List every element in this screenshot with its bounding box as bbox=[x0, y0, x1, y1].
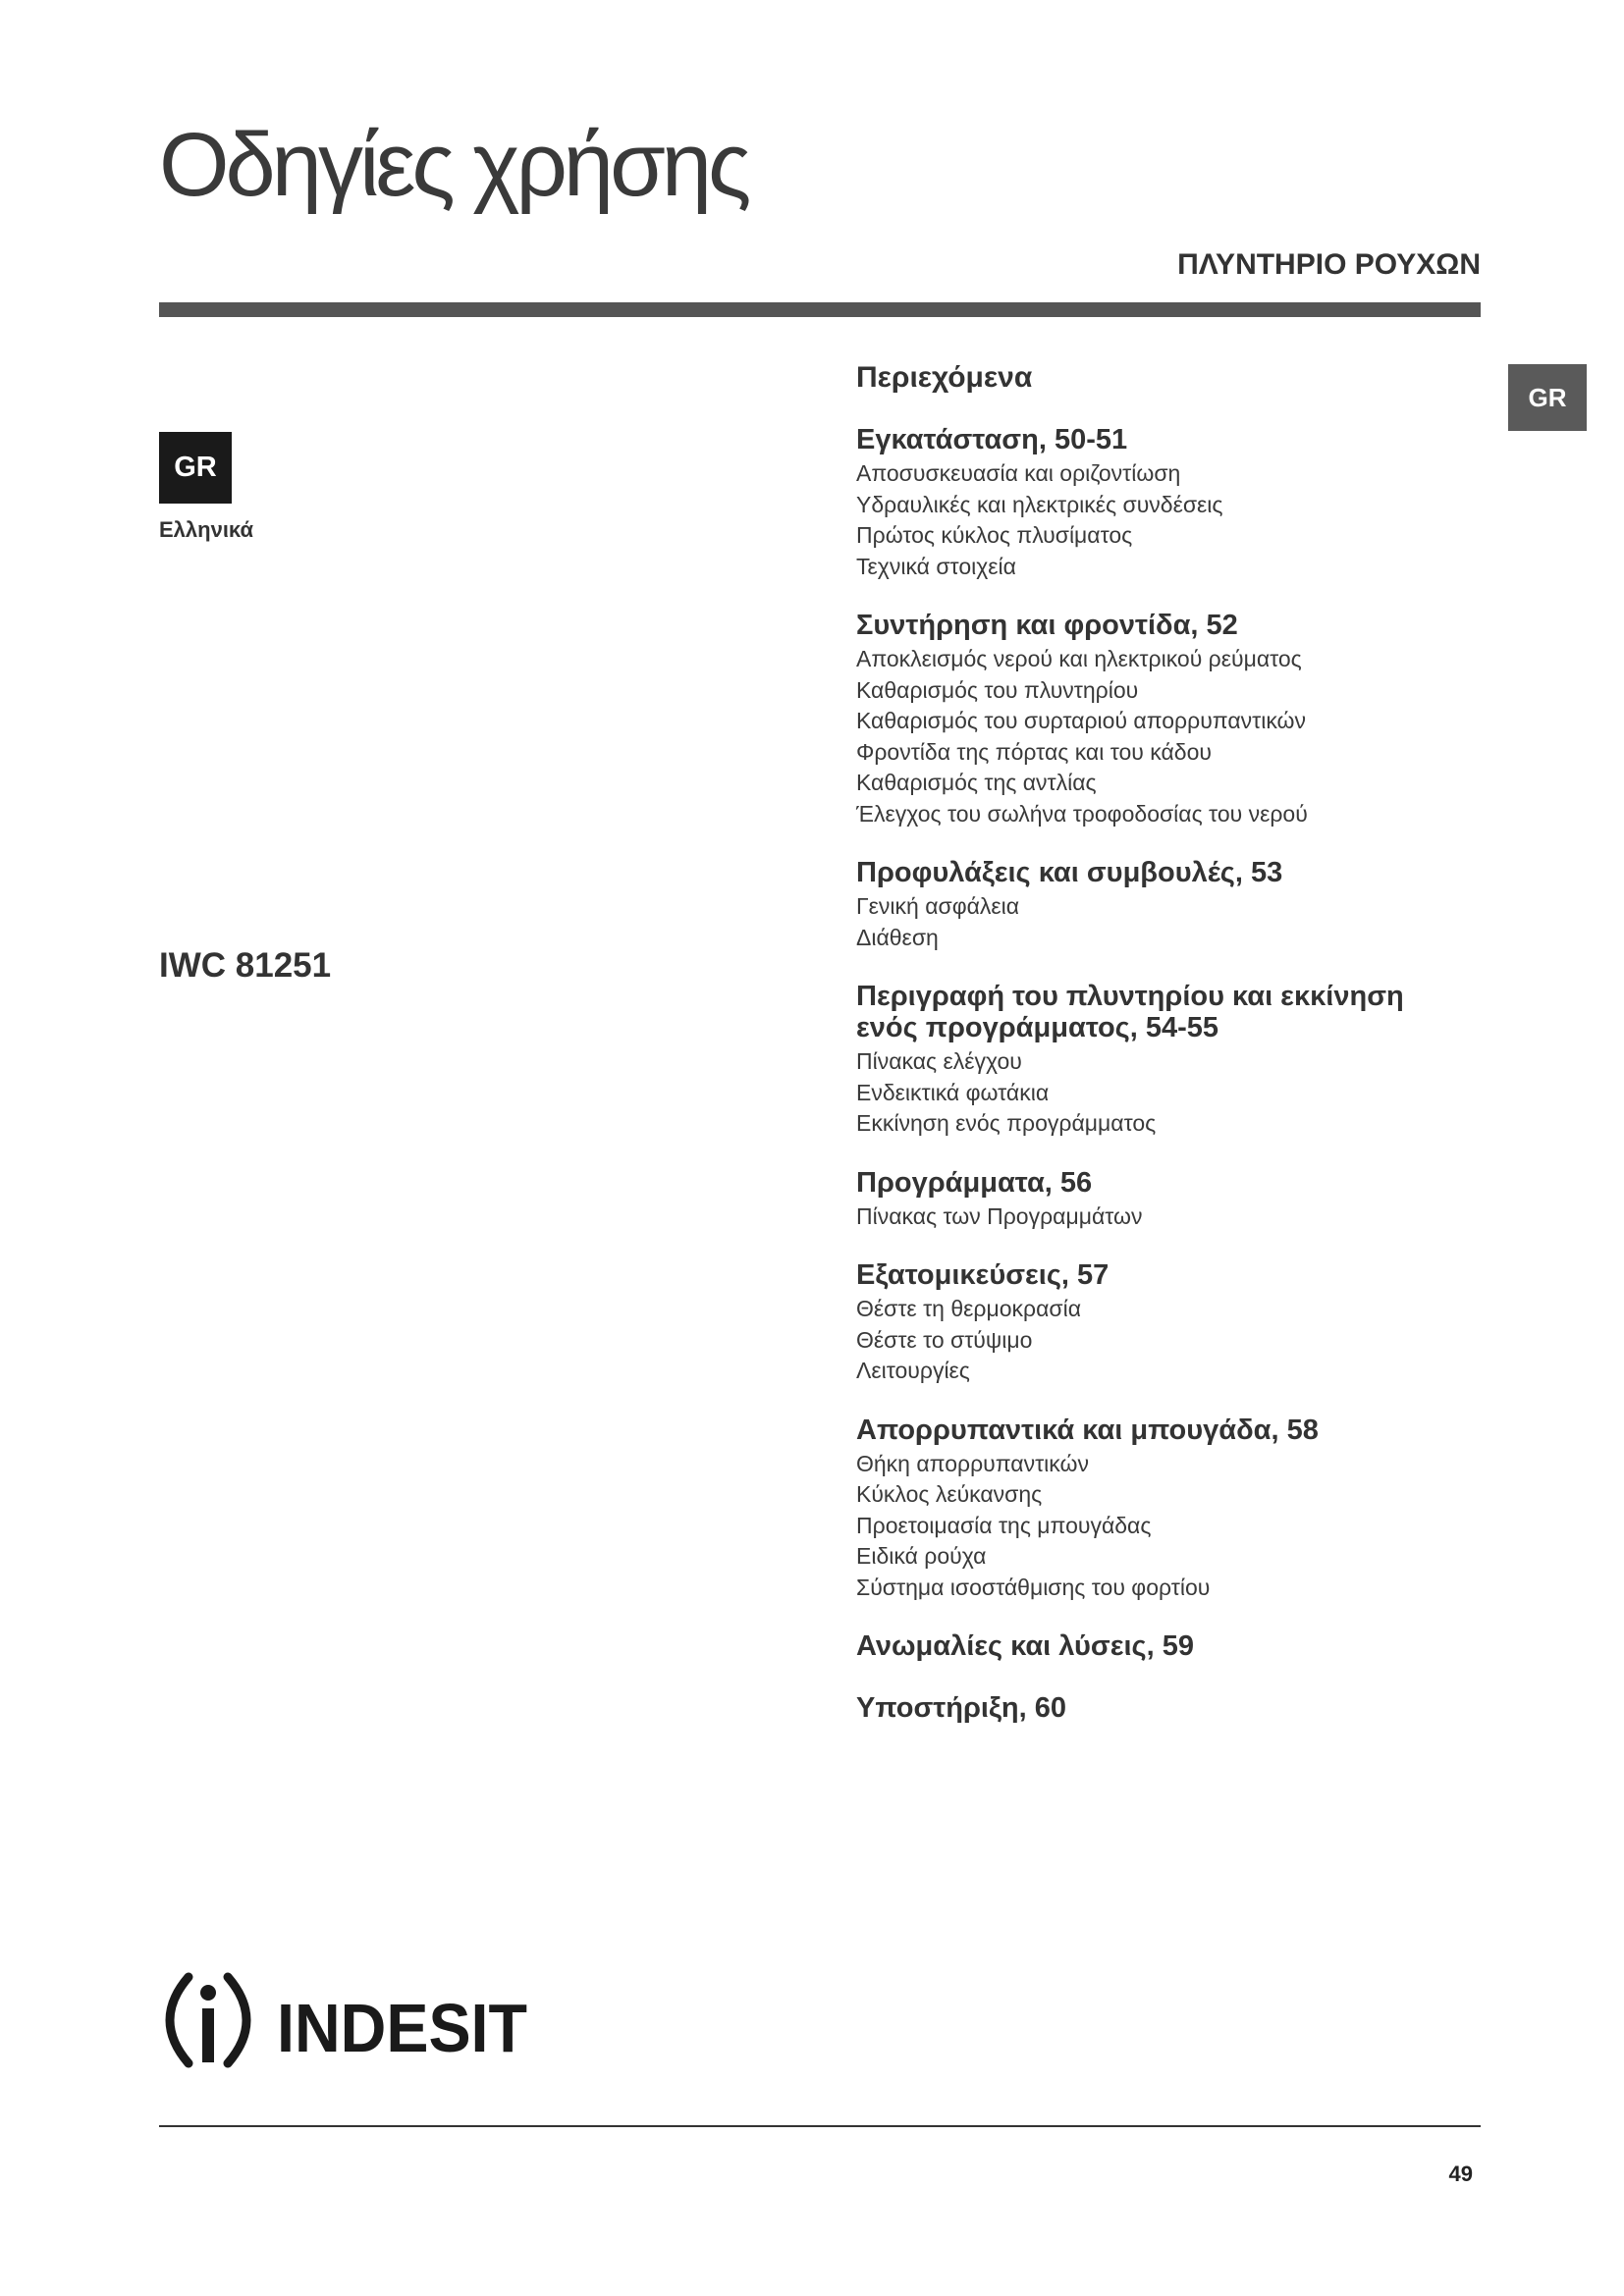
toc-subitem: Πρώτος κύκλος πλυσίματος bbox=[856, 522, 1133, 548]
toc-subitem: Κύκλος λεύκανσης bbox=[856, 1481, 1043, 1507]
toc-subitem: Θέστε τη θερμοκρασία bbox=[856, 1296, 1081, 1321]
toc-section-heading: Περιγραφή του πλυντηρίου και εκκίνηση ενός προγράμματος, 54-55 bbox=[856, 981, 1404, 1043]
toc-subitem: Λειτουργίες bbox=[856, 1358, 970, 1383]
toc-section-heading: Συντήρηση και φροντίδα, 52 bbox=[856, 610, 1238, 641]
language-code-badge bbox=[159, 432, 232, 504]
toc-subitem: Καθαρισμός του πλυντηρίου bbox=[856, 676, 1139, 703]
i-stem-shape bbox=[202, 2008, 214, 2062]
toc-section bbox=[856, 1415, 1485, 1604]
toc-subitem: Υδραυλικές και ηλεκτρικές συνδέσεις bbox=[856, 491, 1223, 517]
toc-subitem: Θέστε το στύψιμο bbox=[856, 1326, 1033, 1353]
page-number: 49 bbox=[1448, 2162, 1473, 2186]
footer-rule bbox=[159, 2125, 1481, 2127]
language-code: GR bbox=[174, 452, 217, 483]
toc-subitem: Θήκη απορρυπαντικών bbox=[856, 1450, 1089, 1476]
toc-subitem: Ειδικά ρούχα bbox=[856, 1543, 987, 1569]
table-of-contents bbox=[856, 361, 1485, 1727]
language-name: Ελληνικά bbox=[159, 517, 253, 542]
toc-section-heading: Υποστήριξη, 60 bbox=[856, 1692, 1066, 1724]
indesit-logo bbox=[159, 1971, 532, 2069]
toc-subitem: Ενδεικτικά φωτάκια bbox=[856, 1079, 1050, 1105]
toc-subitem: Τεχνικά στοιχεία bbox=[856, 553, 1016, 579]
toc-section bbox=[856, 1167, 1485, 1233]
toc-section-heading: Εγκατάσταση, 50-51 bbox=[856, 424, 1128, 455]
toc-section bbox=[856, 1259, 1485, 1387]
toc-subitem: Διάθεση bbox=[856, 924, 939, 950]
toc-section-heading: Ανωμαλίες και λύσεις, 59 bbox=[856, 1630, 1194, 1662]
language-side-tab bbox=[1508, 364, 1587, 431]
model-number: IWC 81251 bbox=[159, 946, 332, 985]
toc-section bbox=[856, 1630, 1485, 1665]
toc-subitem: Αποσυσκευασία και οριζοντίωση bbox=[856, 460, 1181, 486]
toc-section bbox=[856, 610, 1485, 829]
document-title: Οδηγίες χρήσης bbox=[159, 115, 748, 215]
toc-section bbox=[856, 1692, 1485, 1727]
toc-subitem: Έλεγχος του σωλήνα τροφοδοσίας του νερού bbox=[856, 800, 1308, 827]
toc-subitem: Προετοιμασία της μπουγάδας bbox=[856, 1512, 1152, 1538]
toc-subitem: Καθαρισμός του συρταριού απορρυπαντικών bbox=[856, 708, 1307, 733]
toc-subitem: Γενική ασφάλεια bbox=[856, 893, 1020, 919]
product-type-label: ΠΛΥΝΤΗΡΙΟ ΡΟΥΧΩΝ bbox=[1177, 248, 1481, 281]
toc-section-heading: Απορρυπαντικά και μπουγάδα, 58 bbox=[856, 1414, 1319, 1446]
toc-subitem: Φροντίδα της πόρτας και του κάδου bbox=[856, 738, 1212, 765]
toc-subitem: Εκκίνηση ενός προγράμματος bbox=[856, 1110, 1157, 1136]
toc-section bbox=[856, 981, 1485, 1140]
toc-section bbox=[856, 857, 1485, 953]
toc-subitem: Αποκλεισμός νερού και ηλεκτρικού ρεύματος bbox=[856, 646, 1302, 671]
header-rule bbox=[159, 302, 1481, 317]
side-tab-label: GR bbox=[1528, 382, 1567, 412]
toc-section-heading: Προφυλάξεις και συμβουλές, 53 bbox=[856, 857, 1283, 888]
left-bracket-shape bbox=[170, 1977, 189, 2063]
toc-subitem: Σύστημα ισοστάθμισης του φορτίου bbox=[856, 1574, 1211, 1600]
logo-wordmark: INDESIT bbox=[277, 1990, 527, 2066]
toc-title: Περιεχόμενα bbox=[856, 361, 1033, 394]
toc-subitem: Πίνακας ελέγχου bbox=[856, 1048, 1022, 1074]
toc-subitem: Καθαρισμός της αντλίας bbox=[856, 770, 1097, 795]
right-bracket-shape bbox=[228, 1977, 246, 2063]
toc-section-heading: Προγράμματα, 56 bbox=[856, 1166, 1093, 1199]
toc-section bbox=[856, 424, 1485, 582]
toc-sections bbox=[856, 424, 1485, 1727]
toc-section-heading: Εξατομικεύσεις, 57 bbox=[856, 1259, 1110, 1291]
i-dot-shape bbox=[200, 1985, 216, 2001]
toc-subitem: Πίνακας των Προγραμμάτων bbox=[856, 1202, 1143, 1229]
